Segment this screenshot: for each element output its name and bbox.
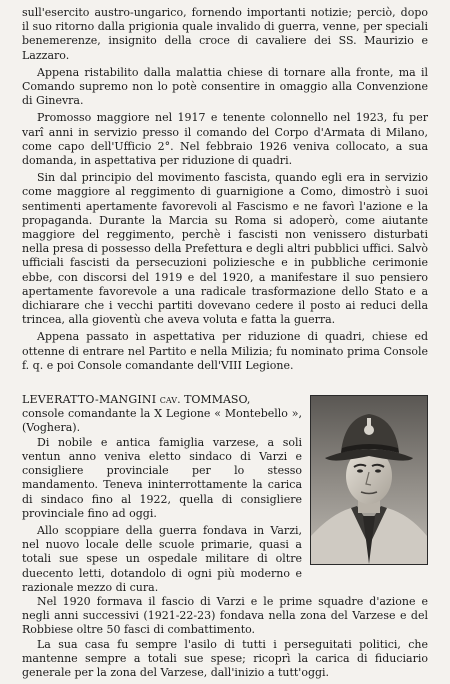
portrait-photo [310,395,428,565]
bio-paragraph-asylum: La sua casa fu sempre l'asilo di tutti i perseguitati politici, che mantenne sempre a totali sue spese; ricoprì la carica di fiduciario generale per la zona del Varzese, dall'inizio a tutt'oggi. [22,637,428,679]
bio-paragraph-fascio: Nel 1920 formava il fascio di Varzi e le prime squadre d'azione e negli anni successivi (1921-22-23) fondava nella zona del Varzese e del Robbiese oltre 50 fasci di combattimento. [22,594,428,637]
biography-section [22,393,428,680]
paragraph-fascist-movement: Sin dal principio del movimento fascista, quando egli era in servizio come maggiore al reggimento di guarnigione a Como, dimostrò i suoi sentimenti apertamente favorevoli al Fascismo e ne favorì l'azione e la propaganda. Durante la Marcia su Roma si adoperò, come aiutante maggiore del reggimento, perchè i fascisti non venissero disturbati nella presa di possesso della Prefettura e degli altri pubblici uffici. Salvò ufficiali fascisti da persecuzioni poliziesche e in pubbliche cerimonie ebbe, con discorsi del 1919 e del 1920, a manifestare il suo pensiero apertamente favorevole a una radicale trasformazione dello Stato e a dichiarare che i vecchi partiti dovevano cedere il posto ai reduci della trincea, alla gioventù che aveva voluta e fatta la guerra. [22,171,428,327]
paragraph-return-front: Appena ristabilito dalla malattia chiese di tornare alla fronte, ma il Comando supremo non lo potè consentire in omaggio alla Convenzione di Ginevra. [22,65,428,108]
bio-paragraph-family: Di nobile e antica famiglia varzese, a soli ventun anno veniva eletto sindaco di Varzi e consigliere provinciale per lo stesso mandamento. Teneva ininterrottamente la carica di sindaco fino al 1922, quella di consigliere provinciale fino ad oggi. [22,435,302,520]
bio-title-abbrev: cav. [159,393,181,407]
bio-given-name: TOMMASO, [184,393,251,407]
bio-role-line: console comandante la X Legione « Montebello », (Voghera). [22,407,302,435]
paragraph-war-service: sull'esercito austro-ungarico, fornendo importanti notizie; perciò, dopo il suo ritorno dalla prigionia quale invalido di guerra, venne, per speciali benemerenze, insignito della croce di cavaliere dei SS. Maurizio e Lazzaro. [22,6,428,62]
bio-surname: LEVERATTO-MANGINI [22,393,157,407]
portrait-image [311,396,427,564]
paragraph-party-entry: Appena passato in aspettativa per riduzione di quadri, chiese ed ottenne di entrare nel Partito e nella Milizia; fu nominato prima Console f. q. e poi Console comandante dell'VIII Legione. [22,330,428,372]
bio-paragraph-hospital: Allo scoppiare della guerra fondava in Varzi, nel nuovo locale delle scuole primarie, quasi a totali sue spese un ospedale militare di oltre duecento letti, dotandolo di ogni più moderno e razionale mezzo di cura. [22,523,302,594]
paragraph-promotion: Promosso maggiore nel 1917 e tenente colonnello nel 1923, fu per varî anni in servizio presso il comando del Corpo d'Armata di Milano, come capo dell'Ufficio 2°. Nel febbraio 1926 veniva collocato, a sua domanda, in aspettativa per riduzione di quadri. [22,111,428,168]
